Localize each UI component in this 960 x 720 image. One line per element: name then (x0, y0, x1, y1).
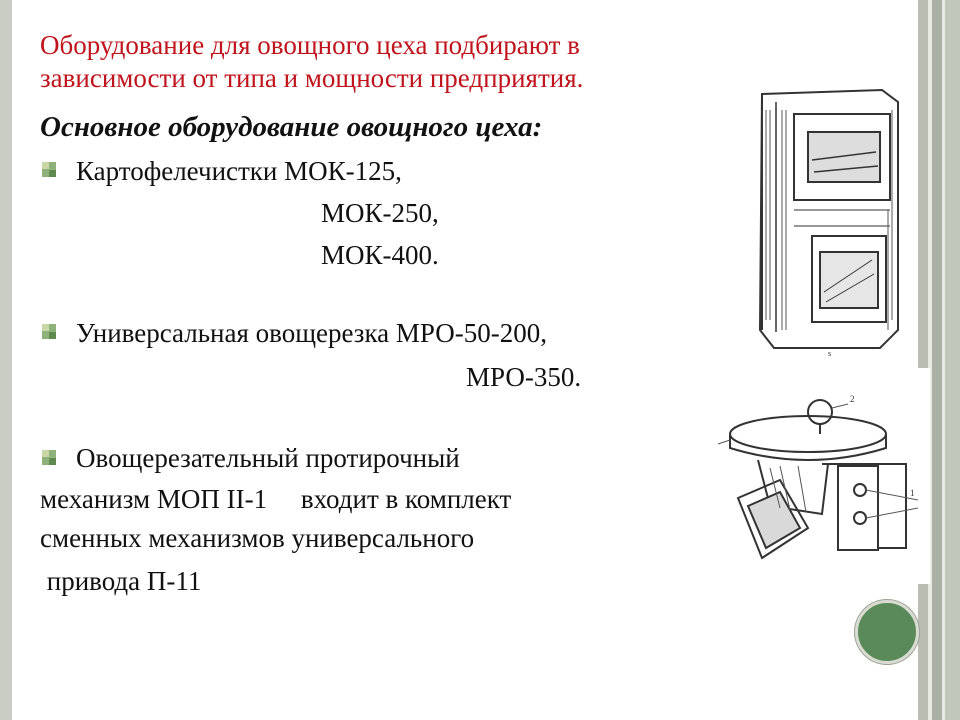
svg-text:1: 1 (910, 488, 915, 498)
vegetable-cutter-drawing (710, 368, 930, 584)
list-item-grater-line-4: привода П-11 (40, 566, 202, 596)
list-item-cutter-line-2: МРО-350. (466, 362, 582, 392)
frame-stripe (918, 0, 928, 720)
navigation-circle[interactable] (855, 600, 919, 664)
potato-peeler-drawing (752, 80, 904, 358)
list-item-grater-line-2: механизм МОП II-1 входит в комплект (40, 484, 512, 514)
list-item-grater-line-3: сменных механизмов универсального (40, 523, 475, 553)
frame-stripe (932, 0, 942, 720)
bullet-icon (42, 162, 56, 177)
bullet-icon (42, 450, 56, 465)
list-item-peelers-line-2: МОК-250, (321, 198, 439, 228)
svg-text:2: 2 (850, 394, 855, 404)
svg-text:s: s (828, 349, 832, 358)
bullet-icon (42, 324, 56, 339)
section-heading: Основное оборудование овощного цеха: (40, 111, 543, 143)
intro-line-1: Оборудование для овощного цеха подбирают в (40, 30, 580, 60)
list-item-cutter-line-1: Универсальная овощерезка МРО-50-200, (76, 318, 547, 348)
list-item-peelers-line-1: Картофелечистки МОК-125, (76, 156, 402, 186)
list-item-peelers-line-3: МОК-400. (321, 240, 439, 270)
list-item-grater-line-1: Овощерезательный протирочный (76, 443, 460, 473)
frame-stripe (945, 0, 960, 720)
intro-line-2: зависимости от типа и мощности предприятия. (40, 63, 584, 93)
